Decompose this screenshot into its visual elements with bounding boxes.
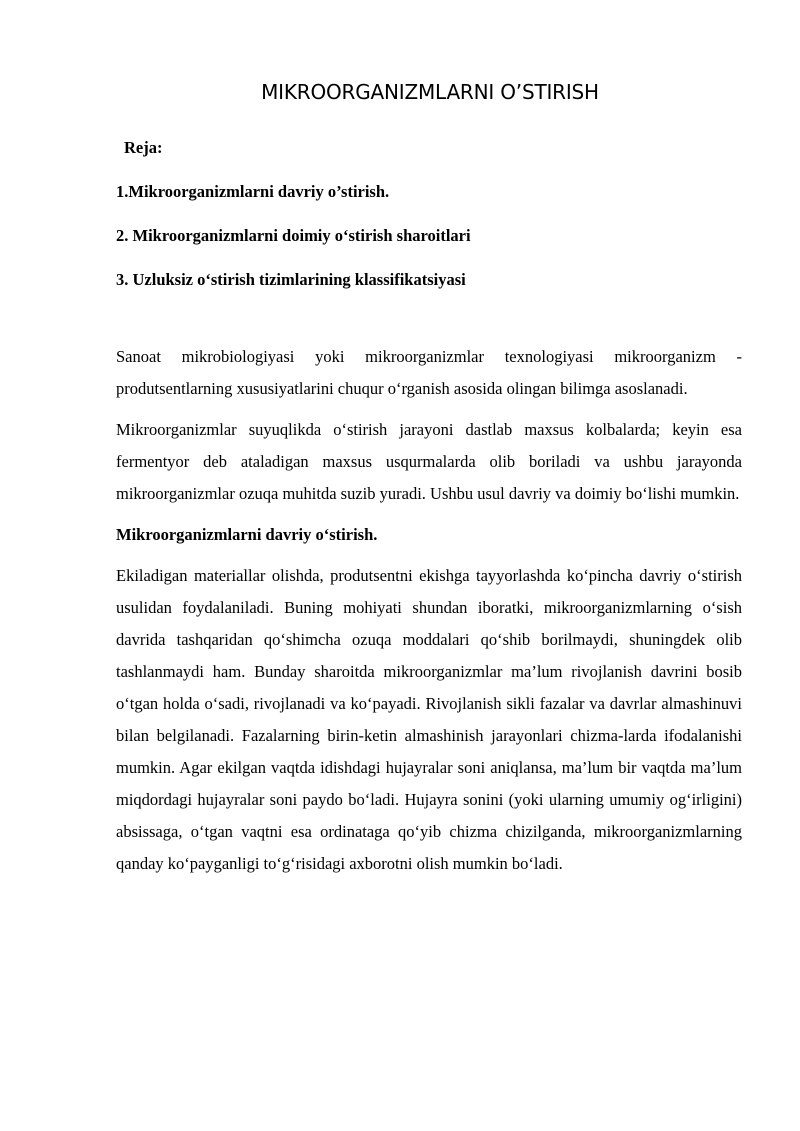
section-heading: Mikroorganizmlarni davriy o‘stirish. [116,525,378,544]
plan-item-3: 3. Uzluksiz o‘stirish tizimlarining klassifikatsiyasi [116,270,466,289]
paragraph-intro: Sanoat mikrobiologiyasi yoki mikroorganizmlar texnologiyasi mikroorganizm - produtsentlarning xususiyatlarini chuqur o‘rganish asosida olingan bilimga asoslanadi. [116,347,742,398]
paragraph-cultivation: Mikroorganizmlar suyuqlikda o‘stirish jarayoni dastlab maxsus kolbalarda; keyin esa fermentyor deb ataladigan maxsus usqurmalarda olib boriladi va ushbu jarayonda mikroorganizmlar ozuqa muhitda suzib yuradi. Ushbu usul davriy va doimiy bo‘lishi mumkin. [116,420,742,503]
document-title: MIKROORGANIZMLARNI O’STIRISH [261,80,599,104]
plan-item-2: 2. Mikroorganizmlarni doimiy o‘stirish sharoitlari [116,226,471,245]
plan-item-1: 1.Mikroorganizmlarni davriy o’stirish. [116,182,390,201]
plan-heading: Reja: [124,138,163,157]
body-text [116,341,742,889]
plan-section [116,137,756,313]
section-paragraph: Ekiladigan materiallar olishda, produtsentni ekishga tayyorlashda ko‘pincha davriy o‘stirish usulidan foydalaniladi. Buning mohiyati shundan iboratki, mikroorganizmlarning o‘sish davrida tashqaridan qo‘shimcha ozuqa moddalari qo‘shib borilmaydi, shuningdek olib tashlanmaydi ham. Bunday sharoitda mikroorganizmlar ma’lum rivojlanish davrini bosib o‘tgan holda o‘sadi, rivojlanadi va ko‘payadi. Rivojlanish sikli fazalar va davrlar almashinuvi bilan belgilanadi. Fazalarning birin-ketin almashinish jarayonlari chizma-larda ifodalanishi mumkin. Agar ekilgan vaqtda idishdagi hujayralar soni aniqlansa, ma’lum bir vaqtda ma’lum miqdordagi hujayralar soni paydo bo‘ladi. Hujayra sonini (yoki ularning umumiy og‘irligini) absissaga, o‘tgan vaqtni esa ordinataga qo‘yib chizma chizilganda, mikroorganizmlarning qanday ko‘payganligi to‘g‘risidagi axborotni olish mumkin bo‘ladi. [116,566,742,873]
